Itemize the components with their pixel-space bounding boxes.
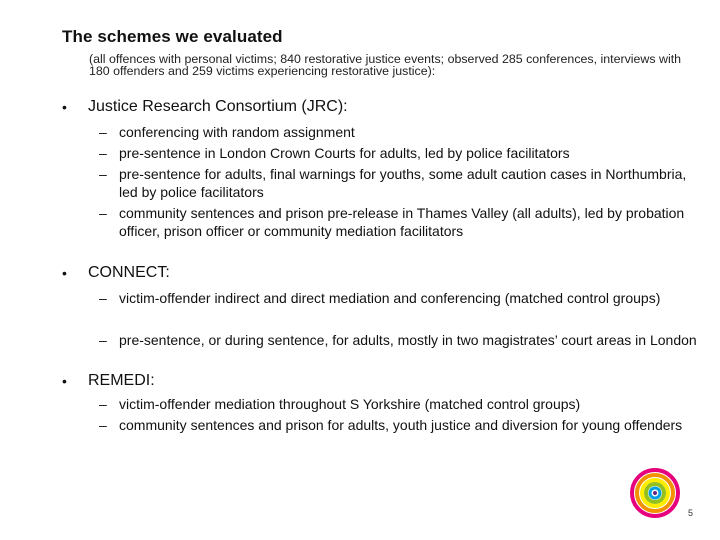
dash-marker: – [99, 205, 107, 221]
bullet-marker: • [62, 373, 67, 389]
bullet-heading: CONNECT: [88, 264, 170, 281]
list-item [99, 417, 705, 435]
list-item [99, 332, 705, 350]
list-item-text: victim-offender indirect and direct mediation and conferencing (matched control groups) [119, 290, 661, 306]
list-item-text: victim-offender mediation throughout S Yorkshire (matched control groups) [119, 396, 581, 412]
list-item [99, 290, 705, 308]
dash-marker: – [99, 396, 107, 412]
dash-marker: – [99, 290, 107, 306]
bullet-marker: • [62, 99, 67, 115]
swirl-logo-icon [628, 466, 682, 520]
list-item-text: community sentences and prison for adults, youth justice and diversion for young offenders [119, 417, 683, 433]
bullet-heading: Justice Research Consortium (JRC): [88, 98, 348, 115]
list-item-text: pre-sentence, or during sentence, for adults, mostly in two magistrates’ court areas in London [119, 332, 697, 348]
bullet-marker: • [62, 265, 67, 281]
dash-marker: – [99, 145, 107, 161]
list-item [99, 205, 705, 240]
slide-title: The schemes we evaluated [62, 27, 283, 46]
dash-marker: – [99, 166, 107, 182]
list-item [99, 166, 705, 201]
list-item-text: pre-sentence for adults, final warnings for youths, some adult caution cases in Northumbria, led by police facilitators [119, 166, 687, 200]
list-item [99, 124, 705, 142]
dash-marker: – [99, 332, 107, 348]
dash-marker: – [99, 417, 107, 433]
list-item [99, 145, 705, 163]
list-item-text: conferencing with random assignment [119, 124, 355, 140]
logo-center [653, 491, 657, 495]
bullet-heading: REMEDI: [88, 372, 155, 389]
list-item [99, 396, 705, 414]
list-item-text: community sentences and prison pre-release in Thames Valley (all adults), led by probation officer, prison officer or community mediation facilitators [119, 205, 685, 239]
list-item-text: pre-sentence in London Crown Courts for adults, led by police facilitators [119, 145, 570, 161]
dash-marker: – [99, 124, 107, 140]
page-number: 5 [688, 508, 694, 518]
slide-subtitle: (all offences with personal victims; 840 restorative justice events; observed 285 conferences, interviews with 180 offenders and 259 victims experiencing restorative justice): [89, 52, 682, 78]
